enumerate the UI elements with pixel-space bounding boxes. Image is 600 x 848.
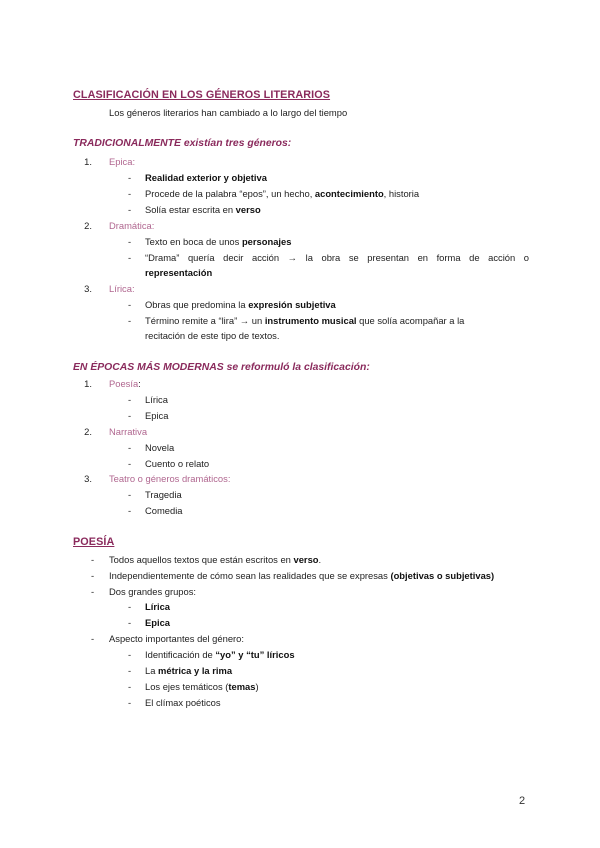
- aspecto-1: Identificación de “yo” y “tu” líricos: [145, 649, 295, 660]
- teatro-item-2: Comedia: [145, 505, 183, 516]
- subheading-modernas-bold: EN ÉPOCAS MÁS MODERNAS: [73, 362, 224, 373]
- list-item: -: [128, 252, 132, 263]
- list-item: -: [128, 315, 132, 326]
- category-label-teatro: Teatro o géneros dramáticos:: [109, 473, 231, 484]
- category-label-narrativa: Narrativa: [109, 426, 148, 437]
- poesia-point-1: Todos aquellos textos que están escritos en verso.: [109, 554, 322, 565]
- subheading-modernas-rest: se reformuló la clasificación:: [223, 362, 370, 373]
- list-item: -: [91, 554, 95, 565]
- list-item: -: [128, 489, 132, 500]
- list-number: 3.: [84, 283, 92, 294]
- list-number: 2.: [84, 426, 92, 437]
- grupo-2: Epica: [145, 617, 171, 628]
- list-item: -: [128, 505, 132, 516]
- poesia-cat-item-1: Lírica: [145, 394, 168, 405]
- list-number: 3.: [84, 473, 92, 484]
- lirica-item-2-cont: recitación de este tipo de textos.: [145, 330, 280, 341]
- poesia-point-3: Dos grandes grupos:: [109, 586, 197, 597]
- category-label-epica: Epica:: [109, 156, 136, 167]
- list-item: -: [128, 697, 132, 708]
- list-number: 1.: [84, 156, 92, 167]
- narrativa-item-2: Cuento o relato: [145, 458, 210, 469]
- list-item: -: [128, 394, 132, 405]
- category-label-poesia: Poesía:: [109, 378, 141, 389]
- list-item: -: [128, 188, 132, 199]
- list-item: -: [91, 586, 95, 597]
- list-number: 2.: [84, 220, 92, 231]
- list-item: -: [128, 681, 132, 692]
- intro-text: Los géneros literarios han cambiado a lo largo del tiempo: [109, 107, 348, 118]
- list-item: -: [128, 236, 132, 247]
- epica-item-2: Procede de la palabra “epos”, un hecho, acontecimiento, historia: [145, 188, 420, 199]
- lirica-item-1: Obras que predomina la expresión subjetiva: [145, 299, 336, 310]
- dramatica-item-2-cont: representación: [145, 267, 213, 278]
- subheading-tradicionalmente: [73, 138, 291, 149]
- epica-item-3: Solía estar escrita en verso: [145, 204, 261, 215]
- list-item: -: [128, 617, 132, 628]
- list-item: -: [128, 665, 132, 676]
- subheading-modernas: [73, 362, 370, 373]
- category-label-dramatica: Dramática:: [109, 220, 155, 231]
- epica-item-1: Realidad exterior y objetiva: [145, 172, 267, 183]
- list-item: -: [128, 649, 132, 660]
- list-item: -: [128, 601, 132, 612]
- narrativa-item-1: Novela: [145, 442, 175, 453]
- heading-clasificacion: CLASIFICACIÓN EN LOS GÉNEROS LITERARIOS: [73, 89, 331, 101]
- grupo-1: Lírica: [145, 601, 171, 612]
- list-item: -: [128, 410, 132, 421]
- list-number: 1.: [84, 378, 92, 389]
- lirica-item-2: Término remite a “lira” → un instrumento musical que solía acompañar a la: [145, 315, 465, 326]
- list-item: -: [128, 442, 132, 453]
- poesia-point-4: Aspecto importantes del género:: [109, 633, 244, 644]
- aspecto-3: Los ejes temáticos (temas): [145, 681, 259, 692]
- page-number: 2: [519, 795, 526, 807]
- list-item: -: [91, 633, 95, 644]
- heading-poesia: POESÍA: [73, 536, 115, 548]
- aspecto-2: La métrica y la rima: [145, 665, 233, 676]
- poesia-point-2: Independientemente de cómo sean las realidades que se expresas (objetivas o subjetivas): [109, 570, 495, 581]
- dramatica-item-2: “Drama” quería decir acción → la obra se presentan en forma de acción o: [145, 252, 529, 263]
- dramatica-item-1: Texto en boca de unos personajes: [145, 236, 292, 247]
- list-item: -: [91, 570, 95, 581]
- subheading-tradicionalmente-bold: TRADICIONALMENTE: [73, 138, 181, 149]
- poesia-cat-item-2: Epica: [145, 410, 169, 421]
- list-item: -: [128, 172, 132, 183]
- category-label-lirica: Lírica:: [109, 283, 135, 294]
- aspecto-4: El clímax poéticos: [145, 697, 221, 708]
- teatro-item-1: Tragedia: [145, 489, 182, 500]
- list-item: -: [128, 299, 132, 310]
- list-item: -: [128, 204, 132, 215]
- subheading-tradicionalmente-rest: existían tres géneros:: [180, 138, 292, 149]
- list-item: -: [128, 458, 132, 469]
